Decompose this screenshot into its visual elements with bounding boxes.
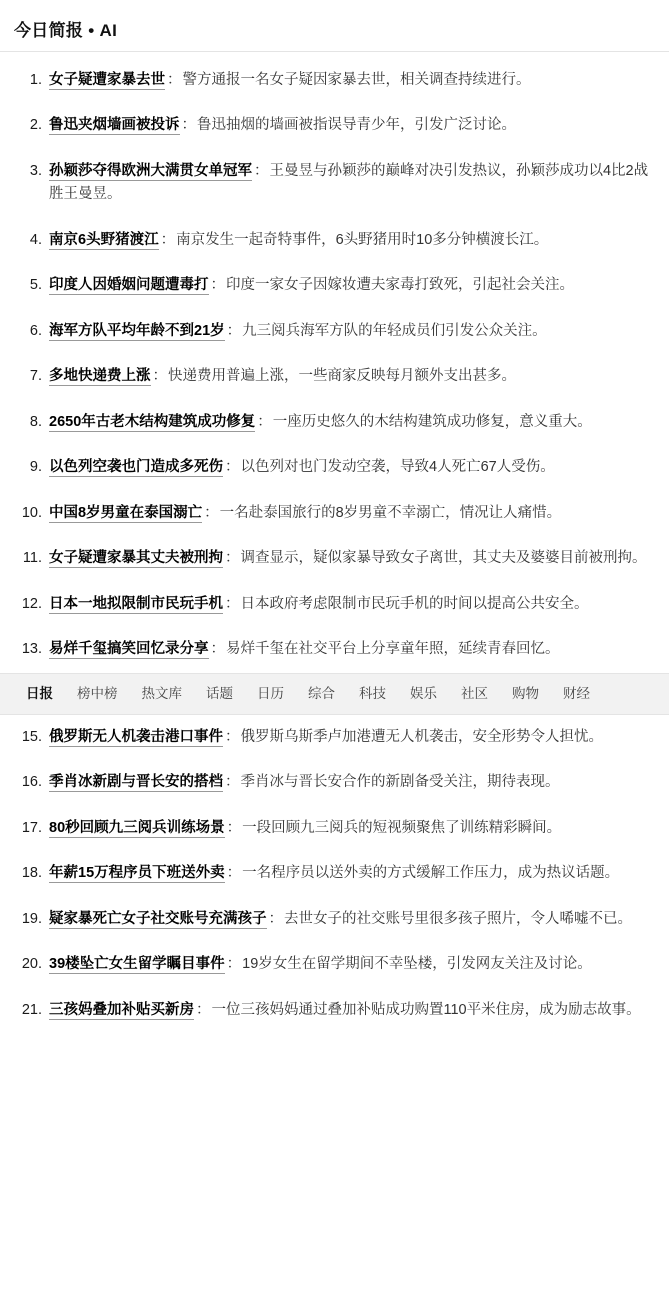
news-item-index: 7. [29, 368, 42, 385]
tab-10[interactable]: 财经 [563, 685, 590, 701]
tab-8[interactable]: 社区 [461, 685, 488, 701]
news-item-summary: 一名程序员以送外卖的方式缓解工作压力，成为热议话题。 [242, 865, 620, 882]
news-item-index: 16. [21, 774, 42, 791]
tab-2[interactable]: 热文库 [141, 685, 182, 701]
news-item-summary: 一段回顾九三阅兵的短视频聚焦了训练精彩瞬间。 [242, 819, 562, 836]
news-item-title[interactable]: 孙颖莎夺得欧洲大满贯女单冠军 [49, 162, 252, 179]
news-item-index: 18. [21, 865, 42, 882]
news-item-body [49, 999, 653, 1022]
news-item-summary: 易烊千玺在社交平台上分享童年照，延续青春回忆。 [226, 641, 560, 658]
news-item-title[interactable]: 印度人因婚姻问题遭毒打 [49, 277, 209, 294]
news-item-index: 3. [29, 162, 42, 179]
news-item-index: 10. [21, 504, 42, 521]
news-item-body [49, 365, 653, 388]
news-item-separator: ： [167, 72, 182, 88]
news-item-separator: ： [226, 322, 242, 339]
news-item-title[interactable]: 39楼坠亡女生留学瞩目事件 [49, 956, 225, 973]
news-item-title[interactable]: 疑家暴死亡女子社交账号充满孩子 [49, 910, 267, 927]
tab-7[interactable]: 娱乐 [410, 685, 437, 701]
news-item-summary: 以色列对也门发动空袭，导致4人死亡67人受伤。 [240, 459, 555, 476]
news-item-body [49, 593, 653, 616]
news-item-separator: ： [181, 117, 196, 134]
news-item[interactable] [0, 582, 669, 627]
news-item-summary: 季肖冰与晋长安合作的新剧备受关注，期待表现。 [240, 774, 560, 791]
news-item-summary: 警方通报一名女子疑因家暴去世，相关调查持续进行。 [182, 72, 531, 88]
news-item-index: 4. [29, 231, 42, 248]
news-item-title[interactable]: 年薪15万程序员下班送外卖 [49, 865, 225, 882]
tab-0[interactable]: 日报 [26, 685, 53, 701]
news-item-separator: ： [210, 277, 225, 294]
news-item-summary: 王曼昱与孙颖莎的巅峰对决引发热议，孙颖莎成功以4比2战胜王曼昱。 [49, 162, 649, 203]
tab-6[interactable]: 科技 [359, 685, 386, 701]
news-item-body [49, 547, 653, 570]
tab-1[interactable]: 榜中榜 [77, 685, 118, 701]
news-item[interactable] [0, 988, 669, 1033]
news-item[interactable] [0, 103, 669, 148]
news-item-body [49, 862, 653, 885]
news-item-separator: ： [225, 595, 240, 612]
news-item-separator: ： [160, 231, 176, 248]
news-item[interactable] [0, 58, 669, 103]
news-item-summary: 日本政府考虑限制市民玩手机的时间以提高公共安全。 [240, 595, 589, 612]
news-item-separator: ： [196, 1001, 211, 1018]
news-item-summary: 一座历史悠久的木结构建筑成功修复，意义重大。 [272, 413, 592, 430]
news-item-body [49, 160, 653, 207]
news-item-index: 1. [29, 72, 42, 88]
news-list-top [0, 58, 669, 673]
news-item-index: 12. [21, 595, 42, 612]
news-item-body [49, 274, 653, 297]
news-item-title[interactable]: 三孩妈叠加补贴买新房 [49, 1001, 194, 1018]
news-item-body [49, 502, 653, 525]
news-item-body [49, 320, 653, 343]
news-item-body [49, 908, 653, 931]
news-item[interactable] [0, 715, 669, 760]
news-item-separator: ： [152, 368, 167, 385]
news-item-index: 20. [21, 956, 42, 973]
news-item[interactable] [0, 309, 669, 354]
news-item-index: 17. [21, 819, 42, 836]
news-item[interactable] [0, 942, 669, 987]
category-tabbar[interactable] [0, 673, 669, 715]
news-item-title[interactable]: 易烊千玺搞笑回忆录分享 [49, 641, 209, 658]
news-item-summary: 南京发生一起奇特事件，6头野猪用时10多分钟横渡长江。 [176, 231, 549, 248]
news-item-summary: 一名赴泰国旅行的8岁男童不幸溺亡，情况让人痛惜。 [219, 504, 562, 521]
news-item-index: 6. [29, 322, 42, 339]
news-item-separator: ： [268, 910, 283, 927]
news-item-index: 2. [29, 117, 42, 134]
news-item-summary: 调查显示，疑似家暴导致女子离世，其丈夫及婆婆目前被刑拘。 [240, 550, 647, 567]
news-item[interactable] [0, 263, 669, 308]
news-item[interactable] [0, 400, 669, 445]
news-item-title[interactable]: 南京6头野猪渡江 [49, 231, 159, 248]
news-item-separator: ： [226, 865, 242, 882]
news-item[interactable] [0, 897, 669, 942]
news-item-index: 13. [21, 641, 42, 658]
news-item[interactable] [0, 445, 669, 490]
news-item-body [49, 69, 653, 92]
news-item-title[interactable]: 中国8岁男童在泰国溺亡 [49, 504, 203, 521]
news-item[interactable] [0, 149, 669, 218]
news-item-separator: ： [225, 459, 240, 476]
news-item-index: 9. [29, 459, 42, 476]
news-item-title[interactable]: 多地快递费上涨 [49, 368, 151, 385]
news-item-body [49, 638, 653, 661]
news-item[interactable] [0, 851, 669, 896]
news-item-separator: ： [226, 819, 242, 836]
news-item-summary: 俄罗斯乌斯季卢加港遭无人机袭击，安全形势令人担忧。 [240, 728, 603, 745]
news-item-title[interactable]: 女子疑遭家暴去世 [49, 72, 165, 88]
news-item-index: 19. [21, 910, 42, 927]
news-item-title[interactable]: 以色列空袭也门造成多死伤 [49, 459, 223, 476]
news-item-separator: ： [204, 504, 219, 521]
news-item[interactable] [0, 627, 669, 672]
news-item-summary: 九三阅兵海军方队的年轻成员们引发公众关注。 [242, 322, 547, 339]
news-item-summary: 一位三孩妈妈通过叠加补贴成功购置110平米住房，成为励志故事。 [211, 1001, 641, 1018]
page-title: 今日简报 • AI [14, 21, 118, 40]
news-item-title[interactable]: 鲁迅夹烟墙画被投诉 [49, 117, 180, 134]
news-item-title[interactable]: 俄罗斯无人机袭击港口事件 [49, 728, 223, 745]
news-item-index: 11. [22, 550, 42, 567]
news-list-bottom [0, 715, 669, 1033]
news-item[interactable] [0, 806, 669, 851]
news-item-separator: ： [210, 641, 225, 658]
news-item-summary: 19岁女生在留学期间不幸坠楼，引发网友关注及讨论。 [242, 956, 592, 973]
news-item-title[interactable]: 季肖冰新剧与晋长安的搭档 [49, 774, 223, 791]
header-divider [0, 51, 669, 52]
news-item-summary: 印度一家女子因嫁妆遭夫家毒打致死，引起社会关注。 [226, 277, 574, 294]
news-item-index: 21. [21, 1001, 42, 1018]
news-item-separator: ： [225, 728, 240, 745]
news-item-body [49, 456, 653, 479]
news-item-body [49, 114, 653, 137]
news-item-body [49, 953, 653, 976]
news-item[interactable] [0, 536, 669, 581]
news-item-separator: ： [225, 774, 240, 791]
news-item-index: 15. [21, 728, 42, 745]
news-item[interactable] [0, 354, 669, 399]
news-item-body [49, 817, 653, 840]
news-item-title[interactable]: 80秒回顾九三阅兵训练场景 [49, 819, 225, 836]
news-item-summary: 去世女子的社交账号里很多孩子照片，令人唏嘘不已。 [284, 910, 632, 927]
news-item-body [49, 726, 653, 749]
news-item-title[interactable]: 2650年古老木结构建筑成功修复 [49, 413, 256, 430]
tab-5[interactable]: 综合 [308, 685, 335, 701]
news-item-index: 5. [29, 277, 42, 294]
tab-9[interactable]: 购物 [512, 685, 539, 701]
news-item[interactable] [0, 491, 669, 536]
news-item-separator: ： [225, 550, 240, 567]
news-item-body [49, 411, 653, 434]
news-item-separator: ： [257, 413, 272, 430]
news-item-title[interactable]: 海军方队平均年龄不到21岁 [49, 322, 225, 339]
news-item-separator: ： [226, 956, 242, 973]
news-item-separator: ： [254, 162, 269, 179]
news-item-title[interactable]: 女子疑遭家暴其丈夫被刑拘 [49, 550, 223, 567]
news-item-body [49, 771, 653, 794]
news-item-index: 8. [29, 413, 42, 430]
news-item[interactable] [0, 760, 669, 805]
tab-3[interactable]: 话题 [206, 685, 233, 701]
news-item-body [49, 229, 653, 252]
news-item-summary: 快递费用普遍上涨，一些商家反映每月额外支出甚多。 [168, 368, 516, 385]
news-item-title[interactable]: 日本一地拟限制市民玩手机 [49, 595, 223, 612]
news-item[interactable] [0, 218, 669, 263]
news-item-summary: 鲁迅抽烟的墙画被指误导青少年，引发广泛讨论。 [197, 117, 516, 134]
tab-4[interactable]: 日历 [257, 685, 284, 701]
